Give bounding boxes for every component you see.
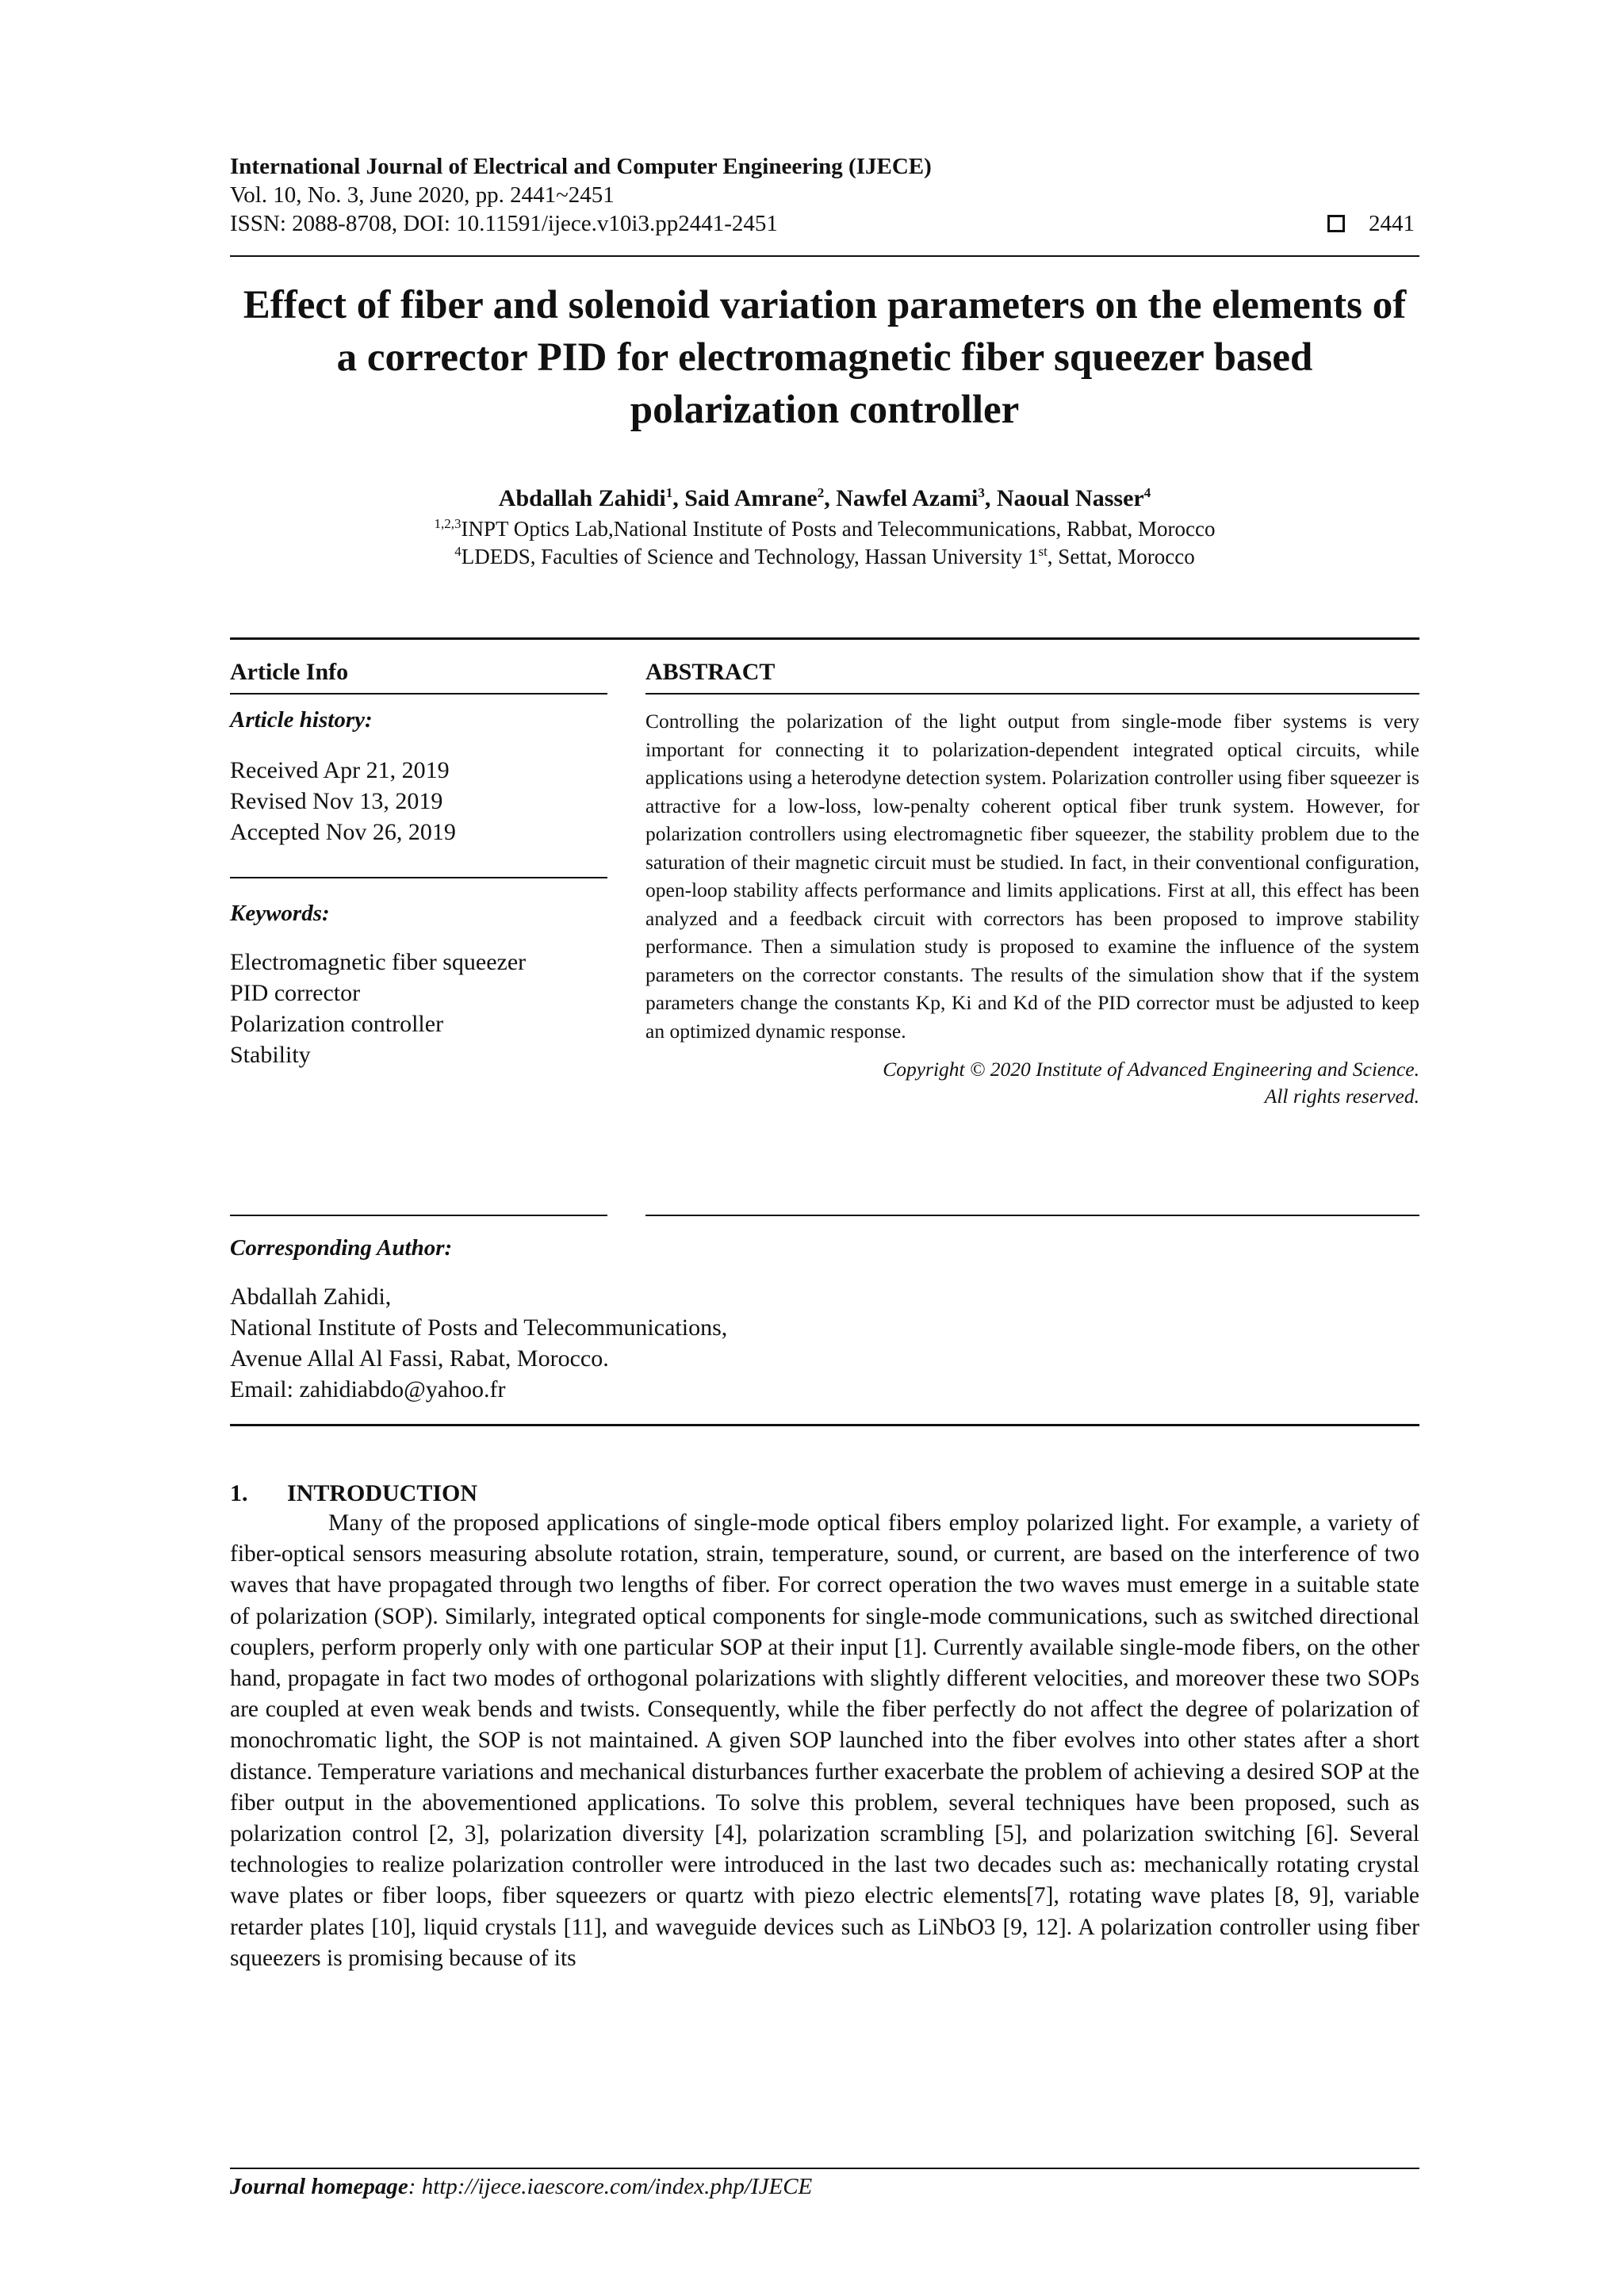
journal-volume: Vol. 10, No. 3, June 2020, pp. 2441~2451 xyxy=(230,182,615,208)
copyright-line: Copyright © 2020 Institute of Advanced Engineering and Science. xyxy=(883,1058,1419,1081)
homepage-label: Journal homepage xyxy=(230,2174,408,2199)
corresponding-email: Email: zahidiabdo@yahoo.fr xyxy=(230,1376,506,1402)
introduction-heading xyxy=(230,1479,477,1508)
keywords-block xyxy=(230,899,607,1070)
abstract-rule xyxy=(645,693,1419,695)
abstract-bottom-rule xyxy=(645,1215,1419,1216)
corresponding-line: Abdallah Zahidi, xyxy=(230,1284,392,1310)
corresponding-line: Avenue Allal Al Fassi, Rabat, Morocco. xyxy=(230,1345,609,1372)
abstract-block xyxy=(645,658,1419,687)
keywords-heading: Keywords: xyxy=(230,901,330,926)
journal-homepage xyxy=(230,2174,1419,2200)
introduction-text: Many of the proposed applications of single-mode optical fibers employ polarized light. For example, a variety of fiber-optical sensors measuring absolute rotation, strain, temperature, sound, or current, are based on the interference of two waves that have propagated through two lengths of fiber. For correct operation the two waves must emerge in a suitable state of polarization (SOP). Similarly, integrated optical components for single-mode communications, such as switched directional couplers, perform properly only with one particular SOP at their input [1]. Currently available single-mode fibers, on the other hand, propagate in fact two modes of orthogonal polarizations with slightly different velocities, and moreover these two SOPs are coupled at even weak bends and twists. Consequently, while the fiber perfectly do not affect the degree of polarization of monochromatic light, the SOP is not maintained. A given SOP launched into the fiber evolves into other states after a short distance. Temperature variations and mechanical disturbances further exacerbate the problem of achieving a desired SOP at the fiber output in the abovementioned applications. To solve this problem, several techniques have been proposed, such as polarization control [2, 3], polarization diversity [4], polarization scrambling [5], and polarization switching [6]. Several technologies to realize polarization controller were introduced in the last two decades such as: mechanically rotating crystal wave plates or fiber loops, fiber squeezers or quartz with piezo electric elements[7], rotating wave plates [8, 9], variable retarder plates [10], liquid crystals [11], and waveguide devices such as LiNbO3 [9, 12]. A polarization controller using fiber squeezers is promising because of its xyxy=(230,1510,1419,1971)
homepage-url[interactable]: : http://ijece.iaescore.com/index.php/IJECE xyxy=(408,2174,813,2199)
corresponding-line: National Institute of Posts and Telecommunications, xyxy=(230,1314,728,1341)
abstract-body xyxy=(645,707,1419,1110)
author-sup: 1 xyxy=(665,485,673,500)
history-item: Accepted Nov 26, 2019 xyxy=(230,819,456,845)
corresponding-block xyxy=(230,1234,1023,1405)
section-number: 1. xyxy=(230,1480,248,1506)
article-info-heading: Article Info xyxy=(230,659,349,685)
author-sup: 4 xyxy=(1143,485,1151,500)
keyword: Polarization controller xyxy=(230,1011,444,1037)
rights-line: All rights reserved. xyxy=(1264,1085,1419,1108)
article-info-block xyxy=(230,658,607,687)
author-name: Said Amrane xyxy=(684,485,818,511)
corresponding-heading: Corresponding Author: xyxy=(230,1235,453,1261)
keyword: Stability xyxy=(230,1042,311,1068)
square-bullet-icon xyxy=(1327,215,1345,232)
history-item: Received Apr 21, 2019 xyxy=(230,757,450,783)
article-info-rule xyxy=(230,693,607,695)
info-bottom-rule xyxy=(230,1424,1419,1426)
footer-rule xyxy=(230,2168,1419,2169)
paper-title: Effect of fiber and solenoid variation parameters on the elements of a corrector PID for electromagnetic fiber squeezer based polarization controller xyxy=(243,283,1407,432)
author-list: Abdallah Zahidi$^1$, Said Amrane$^2$, Nawfel Azami$^3$, Naoual Nasser$^4$ xyxy=(498,485,1151,511)
history-item: Revised Nov 13, 2019 xyxy=(230,788,443,814)
author-name: Nawfel Azami xyxy=(836,485,979,511)
author-sup: 2 xyxy=(817,485,825,500)
keyword: Electromagnetic fiber squeezer xyxy=(230,949,527,975)
journal-name: International Journal of Electrical and Computer Engineering (IJECE) xyxy=(230,154,932,179)
affiliation: $^{1,2,3}$INPT Optics Lab,National Institute of Posts and Telecommunications, Rabbat, Morocco xyxy=(434,516,1216,541)
abstract-heading: ABSTRACT xyxy=(645,659,776,685)
header-rule xyxy=(230,255,1419,257)
issn-doi: ISSN: 2088-8708, DOI: 10.11591/ijece.v10i3.pp2441-2451 xyxy=(230,211,778,236)
author-name: Abdallah Zahidi xyxy=(498,485,666,511)
section-title: INTRODUCTION xyxy=(287,1480,478,1506)
author-sup: 3 xyxy=(978,485,985,500)
page-number: 2441 xyxy=(1369,211,1415,236)
abstract-text: Controlling the polarization of the light output from single-mode fiber systems is very important for connecting it to polarization-dependent integrated optical circuits, while applications using a heterodyne detection system. Polarization controller using fiber squeezer is attractive for a low-loss, low-penalty coherent optical fiber trunk system. However, for polarization controllers using electromagnetic fiber squeezer, the stability problem due to the saturation of their magnetic circuit must be studied. In fact, in their conventional configuration, open-loop stability affects performance and limits applications. First at all, this effect has been analyzed and a feedback circuit with correctors has been proposed to improve stability performance. Then a simulation study is proposed to examine the influence of the system parameters on the corrector constants. The results of the simulation show that if the system parameters change the constants Kp, Ki and Kd of the PID corrector must be adjusted to keep an optimized dynamic response. xyxy=(645,710,1419,1043)
info-top-rule xyxy=(230,637,1419,640)
keyword: PID corrector xyxy=(230,980,361,1006)
history-rule xyxy=(230,877,607,878)
keywords-rule xyxy=(230,1215,607,1216)
author-block xyxy=(230,485,1419,571)
history-heading: Article history: xyxy=(230,707,373,733)
affiliation: $^4$LDEDS, Faculties of Science and Technology, Hassan University 1st, Settat, Morocco xyxy=(454,544,1195,568)
author-name: Naoual Nasser xyxy=(996,485,1144,511)
running-header xyxy=(230,152,1419,238)
article-history-block xyxy=(230,706,607,848)
